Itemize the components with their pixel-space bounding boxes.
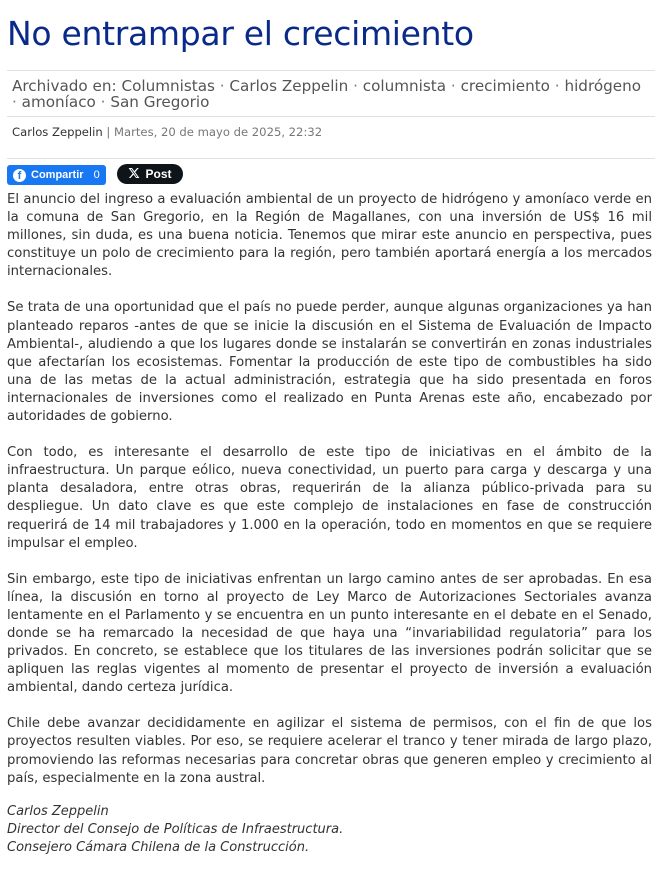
category-link-carlos-zeppelin[interactable]: Carlos Zeppelin xyxy=(229,77,349,95)
byline-separator: | xyxy=(106,125,115,139)
category-link-san-gregorio[interactable]: San Gregorio xyxy=(110,93,210,111)
article-paragraph: Se trata de una oportunidad que el país no puede perder, aunque algunas organizaciones ya han planteado reparos -antes de que se inicie la discusión en el Sistema de Evaluación de Impacto Ambiental-, aludiendo a que los lugares donde se instalarán se convertirán en zonas industriales que afectarían los ecosistemas. Fomentar la producción de este tipo de combustibles ha sido una de las metas de la actual administración, estrategia que ha sido presentada en foros internacionales de inversiones como el realizado en Punta Arenas este año, encabezado por autoridades de gobierno. xyxy=(7,300,652,425)
category-link-crecimiento[interactable]: crecimiento xyxy=(460,77,550,95)
article-paragraph: El anuncio del ingreso a evaluación ambiental de un proyecto de hidrógeno y amoníaco verde en la comuna de San Gregorio, en la Región de Magallanes, con una inversión de US$ 16 mil millones, sin duda, es una buena noticia. Tenemos que mirar este anuncio en perspectiva, pues constituye un polo de crecimiento para la región, pero también aportará energía a los mercados internacionales. xyxy=(7,192,652,280)
category-link-amoniaco[interactable]: amoníaco xyxy=(21,93,96,111)
article-paragraph: Con todo, es interesante el desarrollo de este tipo de iniciativas en el ámbito de la infraestructura. Un parque eólico, nueva conectividad, un puerto para carga y descarga y una planta desaladora, entre otras obras, requerirán de la alianza público-privada para su despliegue. Un dato clave es que este complejo de instalaciones en fase de construcción requerirá de 14 mil trabajadores y 1.000 en la operación, todo en momentos en que se requiere impulsar el empleo. xyxy=(7,445,652,551)
page-title: No entrampar el crecimiento xyxy=(7,14,474,53)
signature-affiliation: Consejero Cámara Chilena de la Construcción. xyxy=(7,840,310,856)
author-name[interactable]: Carlos Zeppelin xyxy=(12,125,103,139)
x-post-label: Post xyxy=(145,167,172,181)
x-post-button[interactable] xyxy=(117,164,183,184)
category-link-hidrogeno[interactable]: hidrógeno xyxy=(564,77,642,95)
category-list: Archivado en: Columnistas · Carlos Zeppelin · columnista · crecimiento · hidrógeno · amoníaco · San Gregorio xyxy=(7,70,655,117)
divider xyxy=(7,158,655,159)
facebook-share-label: Compartir xyxy=(31,169,84,181)
author-signature xyxy=(7,803,652,857)
article-body xyxy=(7,191,652,788)
signature-name: Carlos Zeppelin xyxy=(7,804,109,819)
signature-role: Director del Consejo de Políticas de Infraestructura. xyxy=(7,822,344,838)
article-paragraph: Chile debe avanzar decididamente en agilizar el sistema de permisos, con el fin de que los proyectos resulten viables. Por eso, se requiere acelerar el tranco y tener mirada de largo plazo, promoviendo las reformas necesarias para concretar obras que generen empleo y crecimiento al país, especialmente en la zona austral. xyxy=(7,716,652,786)
x-logo-icon xyxy=(128,167,140,182)
article-paragraph: Sin embargo, este tipo de iniciativas enfrentan un largo camino antes de ser aprobadas. En esa línea, la discusión en torno al proyecto de Ley Marco de Autorizaciones Sectoriales avanza lentamente en el Parlamento y se encuentra en un punto interesante en el debate en el Senado, donde se ha remarcado la necesidad de que haya una “invariabilidad regulatoria” para los privados. En concreto, se establece que los titulares de las inversiones podrán solicitar que se apliquen las reglas vigentes al momento de presentar el proyecto de inversión a evaluación ambiental, dando certeza jurídica. xyxy=(7,571,652,696)
byline xyxy=(12,125,322,139)
facebook-icon: f xyxy=(13,169,26,182)
categories-label: Archivado en: xyxy=(12,77,117,95)
facebook-share-button[interactable] xyxy=(7,165,106,185)
publish-date: Martes, 20 de mayo de 2025, 22:32 xyxy=(114,125,323,139)
category-link-columnista[interactable]: columnista xyxy=(362,77,447,95)
facebook-share-count: 0 xyxy=(93,169,100,181)
category-link-columnistas[interactable]: Columnistas xyxy=(121,77,215,95)
